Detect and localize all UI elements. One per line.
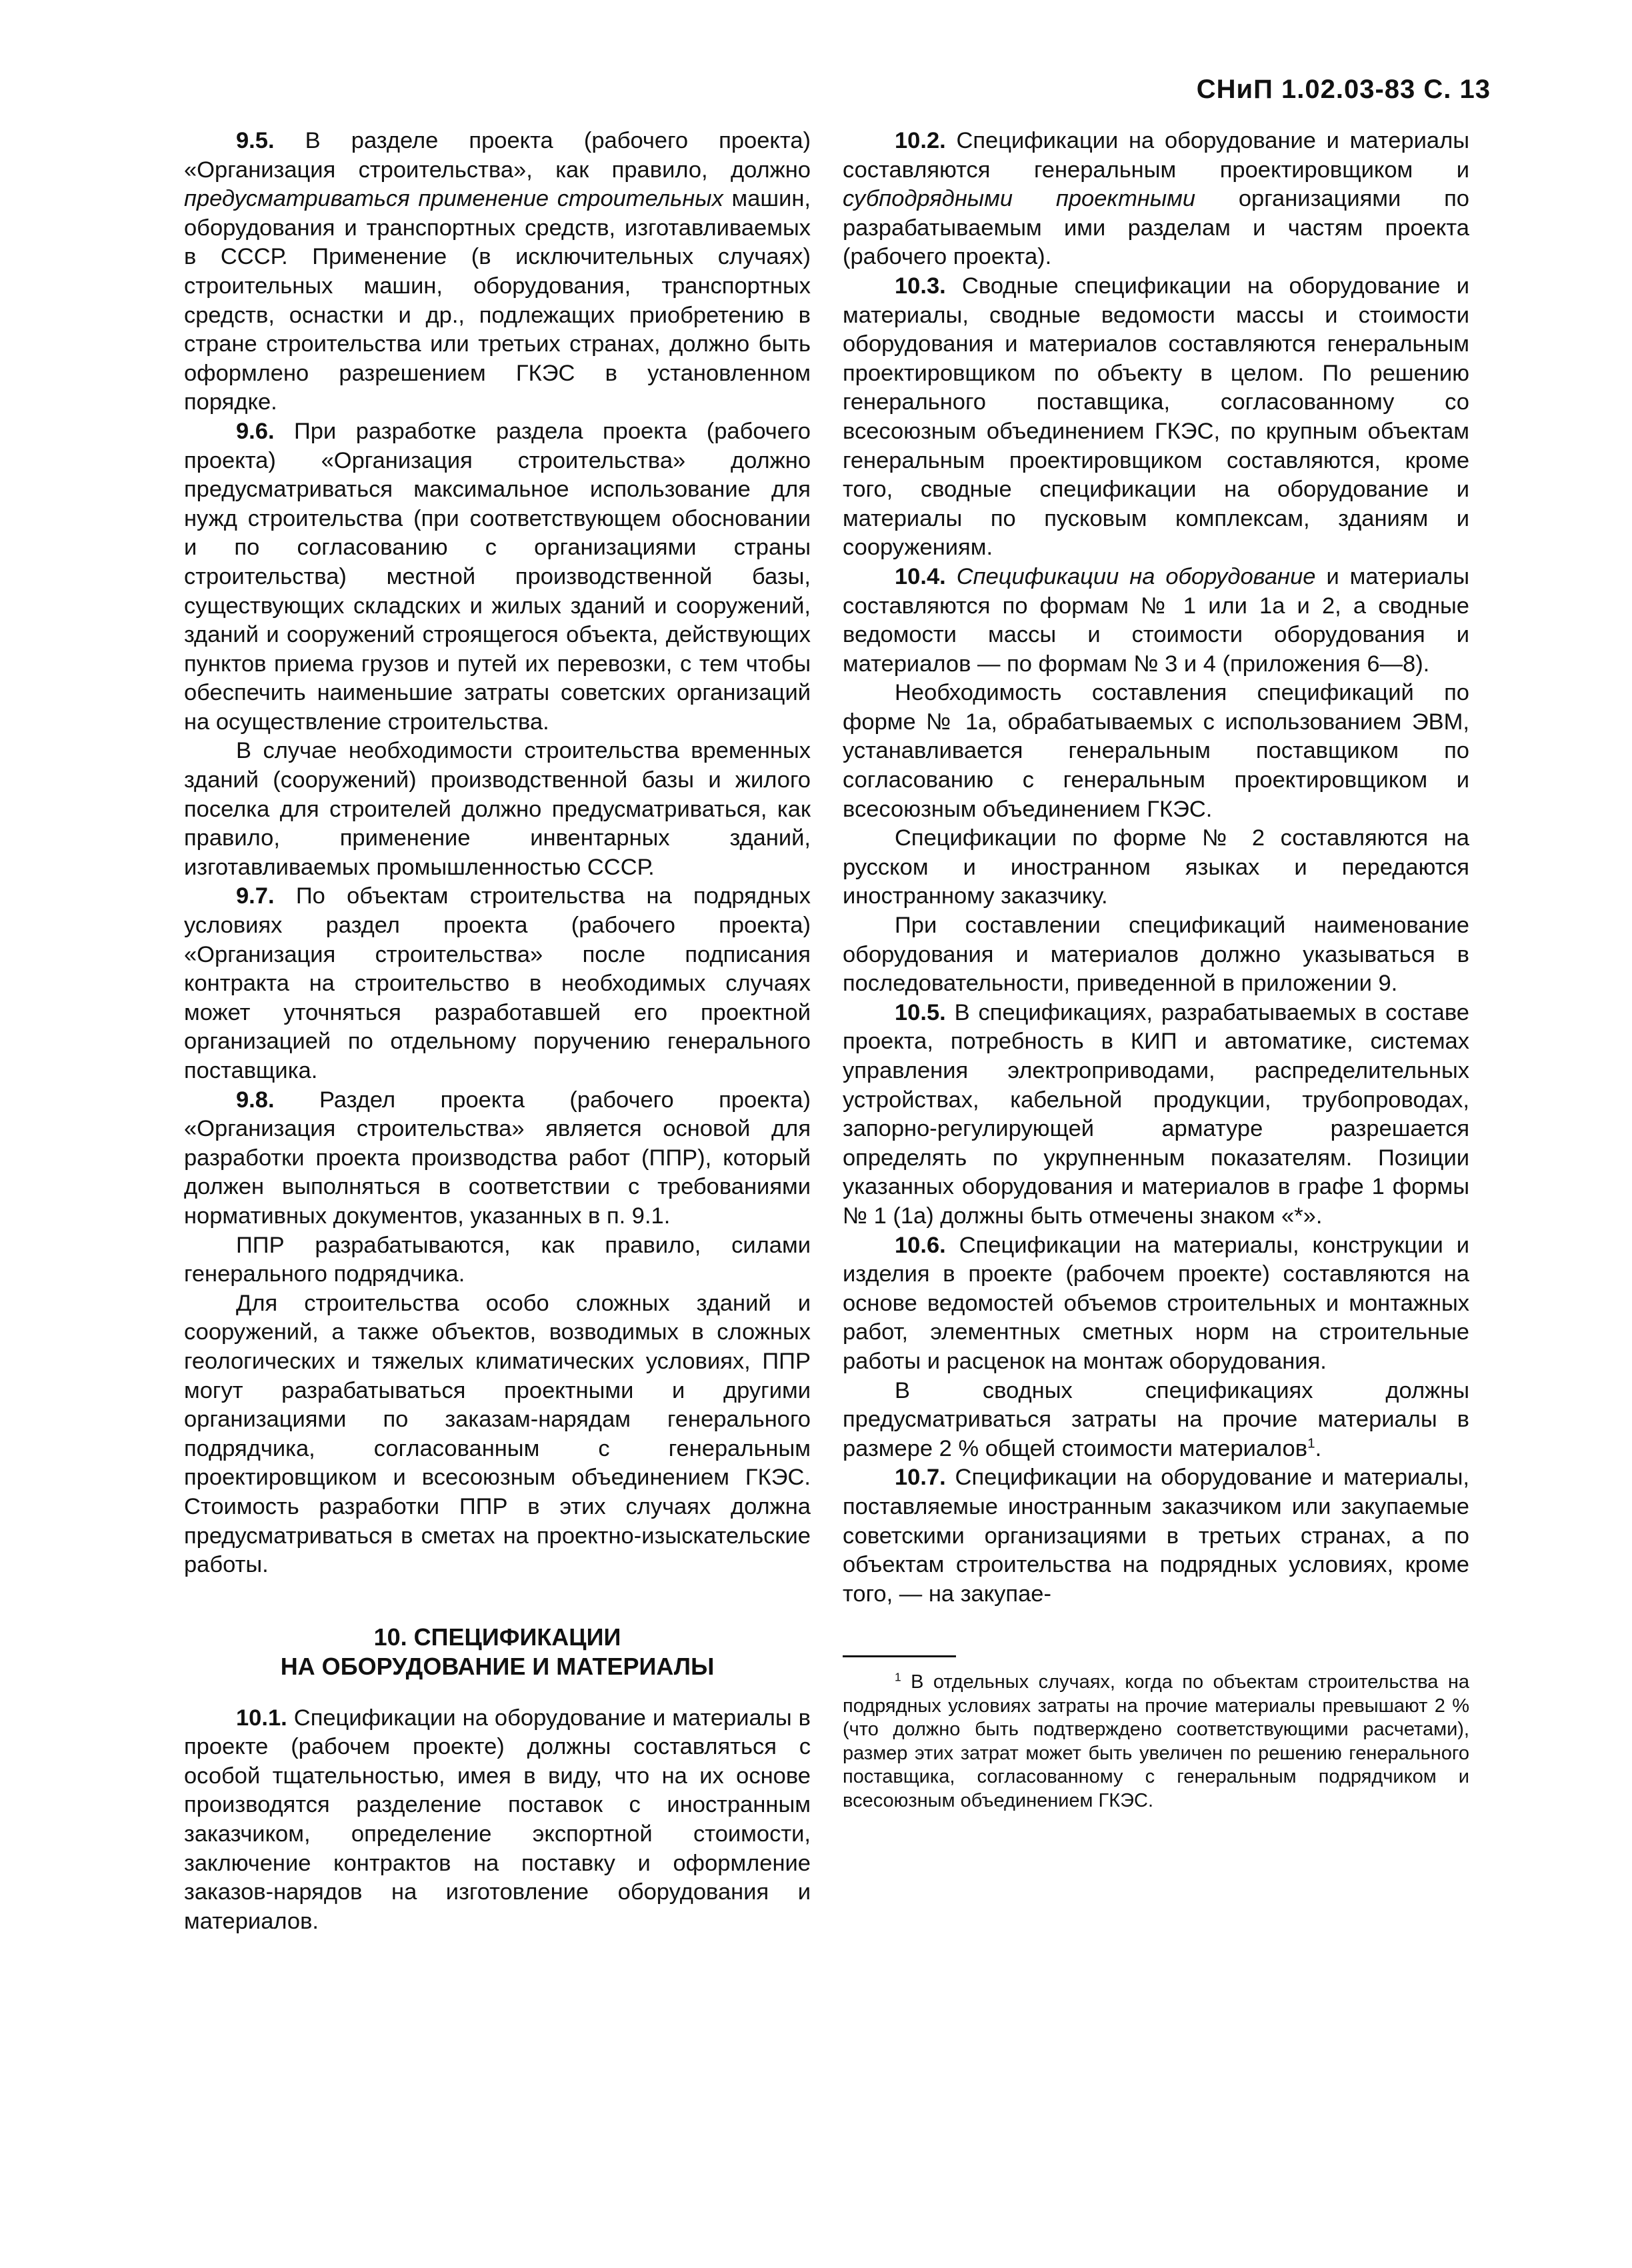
clause-number: 10.4. <box>895 563 946 589</box>
footnote-divider <box>843 1655 956 1657</box>
right-column <box>843 127 1469 1813</box>
paragraph-text: организациями по разрабатываемым ими разделам и частям проекта (рабочего проекта). <box>843 186 1469 270</box>
clause-number: 9.5. <box>236 128 275 153</box>
italic-text: Спецификации на оборудование <box>945 563 1316 589</box>
paragraph-text: По объектам строительства на подрядных условиях раздел проекта (рабочего проекта) «Организация строительства» после подписания контракта на строительство в необходимых случаях может уточняться разработавшей его проектной организацией по отдельному поручению генерального поставщика. <box>184 883 811 1083</box>
paragraph-10-6-other-materials <box>843 1377 1469 1464</box>
clause-number: 10.7. <box>895 1465 946 1491</box>
paragraph-text: Спецификации на материалы, конструкции и изделия в проекте (рабочем проекте) составляются на основе ведомостей объемов строительных и монтажных работ, элементных сметных норм на строительные работы и расценок на монтаж оборудования. <box>843 1232 1469 1374</box>
clause-number: 10.5. <box>895 999 946 1025</box>
paragraph-10-4-form1a: Необходимость составления спецификаций по форме № 1а, обрабатываемых с использованием ЭВМ, устанавливается генеральным поставщиком по согласованию с генеральным проектировщиком и всесоюзным объединением ГКЭС. <box>843 680 1469 822</box>
footnote-text <box>843 1671 1469 1813</box>
paragraph-10-4-naming: При составлении спецификаций наименование оборудования и материалов должно указываться в последовательности, приведенной в приложении 9. <box>843 913 1469 997</box>
clause-number: 10.1. <box>236 1705 287 1731</box>
page-header: СНиП 1.02.03-83 С. 13 <box>1196 75 1491 104</box>
paragraph-10-6 <box>843 1231 1469 1377</box>
paragraph-10-4 <box>843 563 1469 679</box>
paragraph-10-2 <box>843 127 1469 272</box>
section-title-line: 10. СПЕЦИФИКАЦИИ <box>373 1623 621 1651</box>
italic-text: субподрядными проектными <box>843 186 1196 212</box>
section-10-title <box>184 1623 811 1681</box>
paragraph-9-6 <box>184 417 811 737</box>
paragraph-text: В сводных спецификациях должны предусматриваться затраты на прочие материалы в размере 2 % общей стоимости материалов <box>843 1377 1469 1461</box>
paragraph-9-8-complex: Для строительства особо сложных зданий и сооружений, а также объектов, возводимых в сложных геологических и тяжелых климатических условиях, ППР могут разрабатываться проектными и другими организациями по заказам-нарядам генерального подрядчика, согласованным с генеральным проектировщиком и всесоюзным объединением ГКЭС. Стоимость разработки ППР в этих случаях должна предусматриваться в сметах на проектно-изыскательские работы. <box>184 1290 811 1578</box>
italic-text: предусматриваться применение строительных <box>184 186 723 212</box>
clause-number: 10.6. <box>895 1232 946 1258</box>
paragraph-text: В отдельных случаях, когда по объектам строительства на подрядных условиях затраты на прочие материалы превышают 2 % (что должно быть подтверждено соответствующими расчетами), размер этих затрат может быть увеличен по решению генерального поставщика, согласованному с генеральным подрядчиком и всесоюзным объединением ГКЭС. <box>843 1671 1469 1811</box>
paragraph-10-4-form2: Спецификации по форме № 2 составляются на русском и иностранном языках и передаются иностранному заказчику. <box>843 825 1469 909</box>
paragraph-9-8-ppr: ППР разрабатываются, как правило, силами генерального подрядчика. <box>184 1232 811 1287</box>
clause-number: 10.2. <box>895 128 946 153</box>
left-column <box>184 127 811 1936</box>
paragraph-10-7 <box>843 1463 1469 1609</box>
clause-number: 9.8. <box>236 1087 275 1113</box>
paragraph-text: В разделе проекта (рабочего проекта) «Организация строительства», как правило, должно <box>184 128 811 183</box>
section-title-line: НА ОБОРУДОВАНИЕ И МАТЕРИАЛЫ <box>280 1652 715 1680</box>
paragraph-text: Спецификации на оборудование и материалы в проекте (рабочем проекте) должны составляться с особой тщательностью, имея в виду, что на их основе производятся разделение поставок с иностранным заказчиком, определение экспортной стоимости, заключение контрактов на поставку и оформление заказов-нарядов на изготовление оборудования и материалов. <box>184 1705 811 1934</box>
paragraph-9-8 <box>184 1086 811 1231</box>
paragraph-10-1 <box>184 1704 811 1937</box>
paragraph-9-7 <box>184 882 811 1085</box>
paragraph-10-5 <box>843 999 1469 1231</box>
paragraph-text: При разработке раздела проекта (рабочего проекта) «Организация строительства» должно предусматриваться максимальное использование для нужд строительства (при соответствующем обосновании и по согласованию с организациями страны строительства) местной производственной базы, существующих складских и жилых зданий и сооружений, зданий и сооружений строящегося объекта, действующих пунктов приема грузов и путей их перевозки, с тем чтобы обеспечить наименьшие затраты советских организаций на осуществление строительства. <box>184 418 811 735</box>
paragraph-text: машин, оборудования и транспортных средств, изготавливаемых в СССР. Применение (в исключительных случаях) строительных машин, оборудования, транспортных средств, оснастки и др., подлежащих приобретению в стране строительства или третьих странах, должно быть оформлено разрешением ГКЭС в установленном порядке. <box>184 186 811 415</box>
footnote <box>843 1671 1469 1813</box>
paragraph-text: Спецификации на оборудование и материалы составляются генеральным проектировщиком и <box>843 128 1469 183</box>
paragraph-text: Сводные спецификации на оборудование и материалы, сводные ведомости массы и стоимости оборудования и материалов составляются генеральным проектировщиком по объекту в целом. По решению генерального поставщика, согласованному со всесоюзным объединением ГКЭС, по крупным объектам генеральным проектировщиком составляются, кроме того, сводные спецификации на оборудование и материалы по пусковым комплексам, зданиям и сооружениям. <box>843 273 1469 561</box>
paragraph-text: . <box>1315 1435 1322 1461</box>
clause-number: 9.6. <box>236 418 275 444</box>
clause-number: 10.3. <box>895 273 946 299</box>
clause-number: 9.7. <box>236 883 275 909</box>
footnote-marker: 1 <box>1307 1435 1315 1451</box>
paragraph-text: и материалы составляются по формам № 1 или 1а и 2, а сводные ведомости массы и стоимости оборудования и материалов — по формам № 3 и 4 (приложения 6—8). <box>843 563 1469 677</box>
paragraph-9-5 <box>184 127 811 417</box>
paragraph-text: В спецификациях, разрабатываемых в составе проекта, потребность в КИП и автоматике, системах управления электроприводами, распределительных устройствах, кабельной продукции, трубопроводах, запорно-регулирующей арматуре разрешается определять по укрупненным показателям. Позиции указанных оборудования и материалов в графе 1 формы № 1 (1а) должны быть отмечены знаком «*». <box>843 999 1469 1229</box>
footnote-marker: 1 <box>895 1670 901 1684</box>
paragraph-10-3 <box>843 272 1469 563</box>
paragraph-text: Раздел проекта (рабочего проекта) «Организация строительства» является основой для разработки проекта производства работ (ППР), который должен выполняться в соответствии с требованиями нормативных документов, указанных в п. 9.1. <box>184 1087 811 1229</box>
paragraph-9-6-continued: В случае необходимости строительства временных зданий (сооружений) производственной базы и жилого поселка для строителей должно предусматриваться, как правило, применение инвентарных зданий, изготавливаемых промышленностью СССР. <box>184 738 811 880</box>
paragraph-text: Спецификации на оборудование и материалы, поставляемые иностранным заказчиком или закупаемые советскими организациями в третьих странах, а по объектам строительства на подрядных условиях, кроме того, — на закупае- <box>843 1465 1469 1607</box>
